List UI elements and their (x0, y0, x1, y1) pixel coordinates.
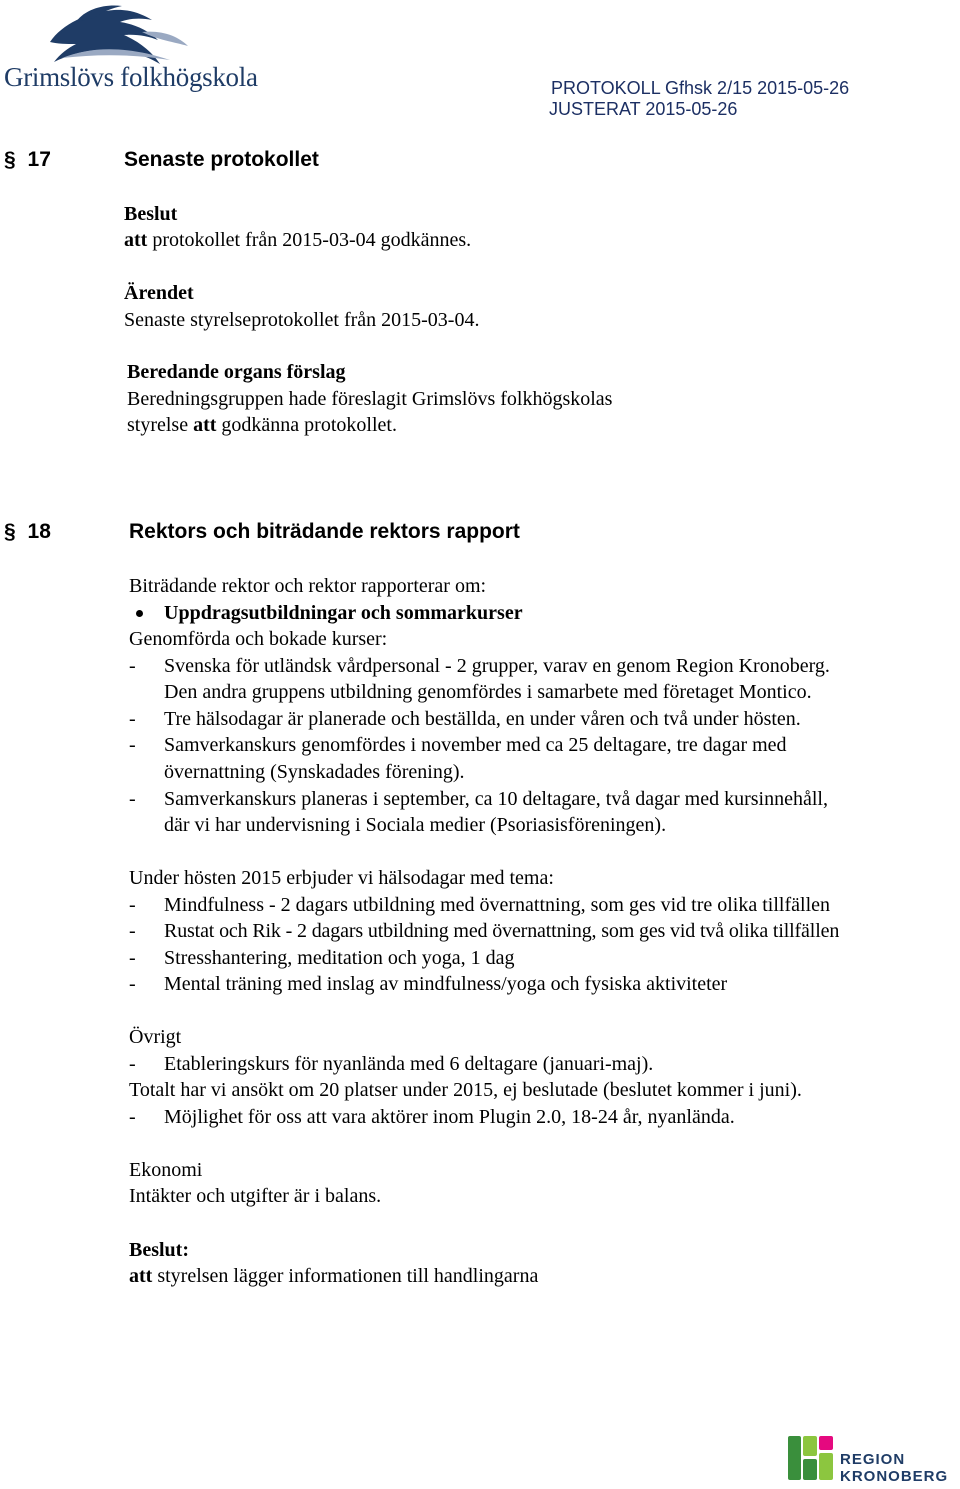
att-keyword: att (129, 1265, 153, 1287)
bullet-icon (136, 610, 143, 617)
autumn-item: Rustat och Rik - 2 dagars utbildning med övernattning, som ges vid två olika tillfällen (164, 920, 840, 942)
section-18-heading (4, 519, 51, 545)
list-item: Samverkanskurs planeras i september, ca 10 deltagare, två dagar med kursinnehåll, (164, 788, 828, 810)
beslut-label: Beslut (124, 203, 178, 225)
dash-marker: - (129, 788, 136, 810)
ekonomi-text: Intäkter och utgifter är i balans. (129, 1185, 382, 1207)
arendet-text: Senaste styrelseprotokollet från 2015-03-04. (124, 309, 480, 331)
dash-marker: - (129, 655, 136, 677)
beslut-text (129, 1263, 538, 1289)
section-17-title: Senaste protokollet (124, 148, 319, 171)
att-keyword: att (193, 414, 217, 436)
dash-marker: - (129, 734, 136, 756)
bullet-heading: Uppdragsutbildningar och sommarkurser (164, 602, 523, 624)
arendet-label: Ärendet (124, 282, 194, 304)
beslut-text (124, 227, 471, 253)
dash-marker: - (129, 973, 136, 995)
section-17-heading (4, 147, 51, 173)
dash-marker: - (129, 894, 136, 916)
forslag-line-2 (127, 412, 397, 438)
logo-line-region: REGION (840, 1451, 906, 1468)
section-number: 17 (27, 148, 51, 171)
forslag-label: Beredande organs förslag (127, 361, 346, 383)
autumn-item: Mindfulness - 2 dagars utbildning med övernattning, som ges vid tre olika tillfällen (164, 894, 830, 916)
region-kronoberg-mark-icon (786, 1432, 838, 1484)
region-kronoberg-text (840, 1452, 948, 1484)
completed-courses-label: Genomförda och bokade kurser: (129, 628, 388, 650)
att-keyword: att (124, 229, 148, 251)
ovrigt-label: Övrigt (129, 1026, 182, 1048)
list-item: Tre hälsodagar är planerade och beställda, en under våren och två under hösten. (164, 708, 801, 730)
ovrigt-item: Möjlighet för oss att vara aktörer inom Plugin 2.0, 18-24 år, nyanlända. (164, 1106, 735, 1128)
logo-line-kronoberg: KRONOBERG (840, 1468, 949, 1485)
school-logo-text: Grimslövs folkhögskola (4, 62, 258, 92)
forslag-pre: styrelse (127, 414, 194, 436)
dash-marker: - (129, 1106, 136, 1128)
forslag-line-1: Beredningsgruppen hade föreslagit Grimslövs folkhögskolas (127, 388, 613, 410)
autumn-item: Stresshantering, meditation och yoga, 1 dag (164, 947, 515, 969)
paragraph-symbol: § (4, 148, 16, 171)
list-item-continuation: Den andra gruppens utbildning genomfördes i samarbete med företaget Montico. (164, 681, 812, 703)
adjusted-date: JUSTERAT 2015-05-26 (549, 99, 738, 119)
autumn-intro: Under hösten 2015 erbjuder vi hälsodagar med tema: (129, 867, 554, 889)
dash-marker: - (129, 1053, 136, 1075)
autumn-item: Mental träning med inslag av mindfulness/yoga och fysiska aktiviteter (164, 973, 728, 995)
list-item-continuation: övernattning (Synskadades förening). (164, 761, 465, 783)
protocol-reference: PROTOKOLL Gfhsk 2/15 2015-05-26 (551, 78, 850, 98)
list-item: Samverkanskurs genomfördes i november med ca 25 deltagare, tre dagar med (164, 734, 787, 756)
paragraph-symbol: § (4, 520, 16, 543)
beslut-body: protokollet från 2015-03-04 godkännes. (147, 229, 472, 251)
dash-marker: - (129, 947, 136, 969)
forslag-post: godkänna protokollet. (216, 414, 397, 436)
list-item: Svenska för utländsk vårdpersonal - 2 grupper, varav en genom Region Kronoberg. (164, 655, 830, 677)
beslut-label: Beslut: (129, 1239, 189, 1261)
ekonomi-label: Ekonomi (129, 1159, 203, 1181)
list-item-continuation: där vi har undervisning i Sociala medier (Psoriasisföreningen). (164, 814, 667, 836)
dash-marker: - (129, 708, 136, 730)
ovrigt-note: Totalt har vi ansökt om 20 platser under 2015, ej beslutade (beslutet kommer i juni). (129, 1079, 802, 1101)
ovrigt-item: Etableringskurs för nyanlända med 6 deltagare (januari-maj). (164, 1053, 654, 1075)
beslut-body: styrelsen lägger informationen till handlingarna (152, 1265, 539, 1287)
dash-marker: - (129, 920, 136, 942)
section-18-title: Rektors och biträdande rektors rapport (129, 520, 520, 543)
section-number: 18 (27, 520, 51, 543)
report-intro: Biträdande rektor och rektor rapporterar om: (129, 575, 487, 597)
